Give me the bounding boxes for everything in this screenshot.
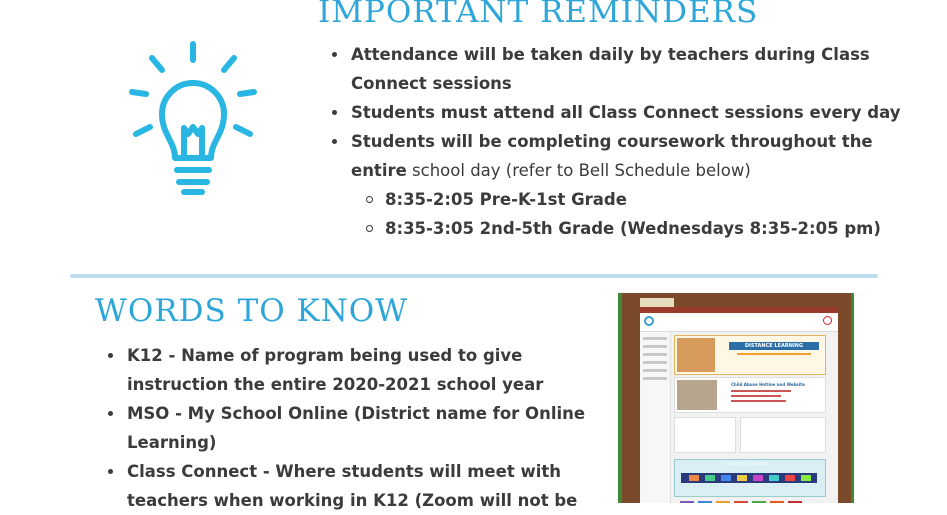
lightbulb-icon — [118, 30, 268, 200]
screenshot-main — [674, 335, 834, 503]
list-item: MSO - My School Online (District name for Online Learning) — [108, 399, 613, 457]
screenshot-box — [674, 417, 736, 453]
learning-toolbox: eLearning Toolbox — [674, 459, 826, 497]
list-item: Students must attend all Class Connect sessions every day — [332, 98, 907, 127]
screenshot-header — [640, 313, 838, 332]
schedule-item: 8:35-3:05 2nd-5th Grade (Wednesdays 8:35-2:05 pm) — [332, 214, 907, 243]
hotline-card: Child Abuse Hotline and Website — [674, 377, 826, 413]
reminders-heading: IMPORTANT REMINDERS — [318, 0, 759, 30]
list-item: Class Connect - Where students will meet with teachers when working in K12 (Zoom will not be — [108, 457, 613, 515]
logo-icon — [823, 316, 832, 325]
website-screenshot — [618, 293, 854, 503]
list-item: Students will be completing coursework throughout the entire school day (refer to Bell Schedule below) — [332, 127, 907, 185]
words-list — [108, 341, 613, 515]
screenshot-box — [740, 417, 826, 453]
logo-icon — [644, 316, 654, 326]
section-divider — [70, 274, 878, 278]
list-item: K12 - Name of program being used to give instruction the entire 2020-2021 school year — [108, 341, 613, 399]
screenshot-tab — [640, 298, 674, 307]
distance-learning-banner: DISTANCE LEARNING — [674, 335, 826, 375]
app-tiles — [680, 501, 820, 503]
words-heading: WORDS TO KNOW — [95, 293, 409, 329]
reminders-list — [332, 40, 907, 243]
screenshot-sidebar — [640, 332, 671, 503]
screenshot-window — [640, 313, 838, 503]
schedule-item: 8:35-2:05 Pre-K-1st Grade — [332, 185, 907, 214]
list-item: Attendance will be taken daily by teachers during Class Connect sessions — [332, 40, 907, 98]
